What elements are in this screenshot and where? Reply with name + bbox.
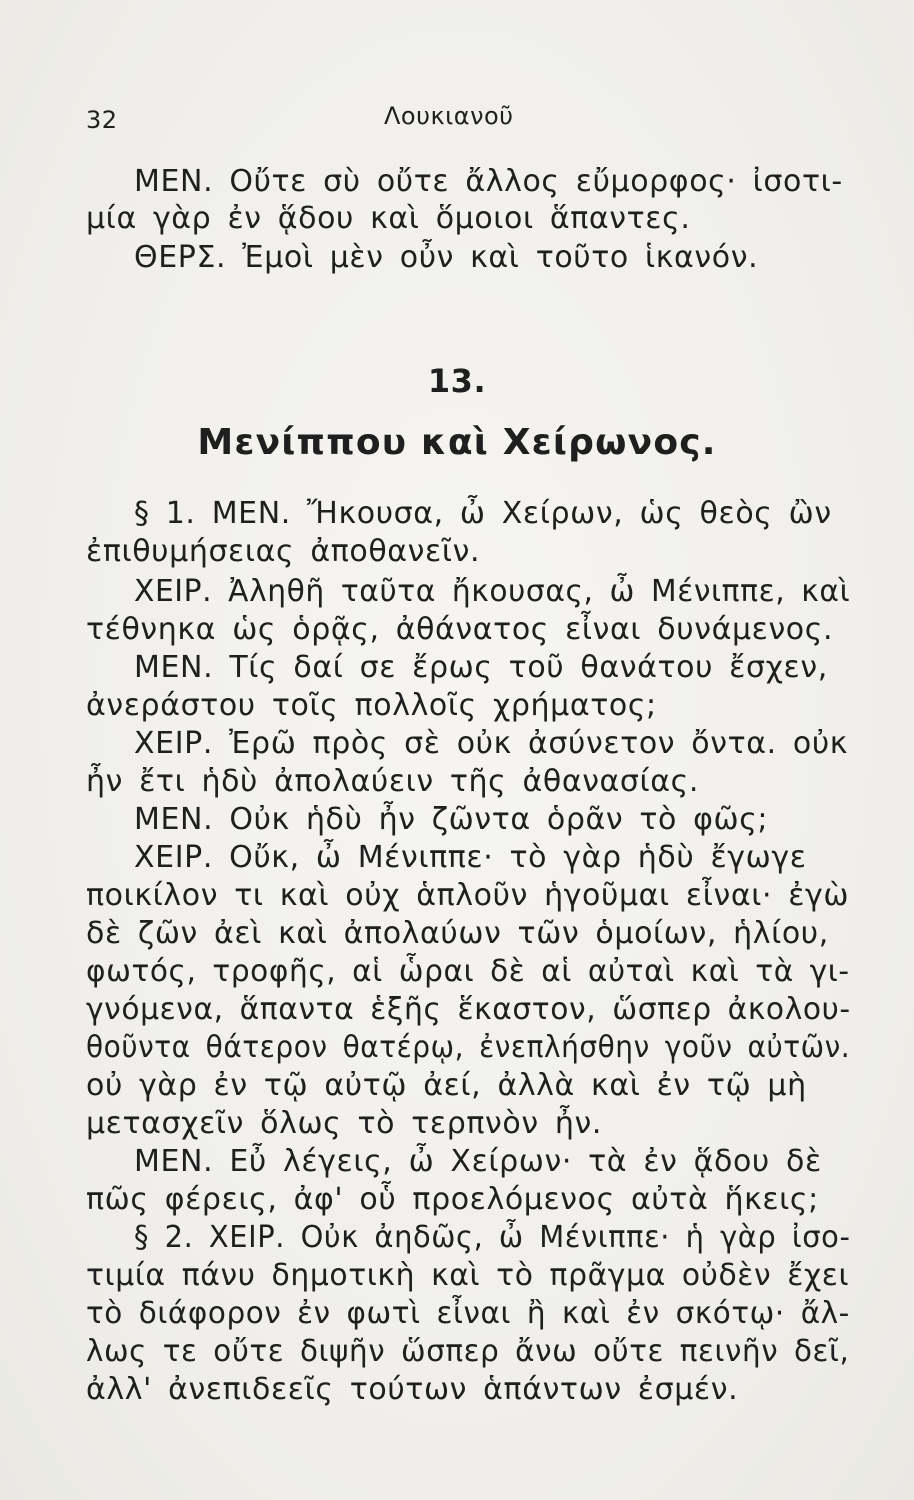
text-line: ΧΕΙΡ. Ἀληθῆ ταῦτα ἤκουσας, ὦ Μένιππε, καὶ <box>134 574 851 609</box>
text-line: λως τε οὔτε διψῆν ὥσπερ ἄνω οὔτε πεινῆν δεῖ, <box>86 1334 850 1369</box>
text-line: τιμία πάνυ δημοτικὴ καὶ τὸ πρᾶγμα οὐδὲν ἔχει <box>86 1258 850 1293</box>
text-line: ΧΕΙΡ. Ἐρῶ πρὸς σὲ οὐκ ἀσύνετον ὄντα. οὐκ <box>134 726 849 761</box>
page-header <box>86 100 826 140</box>
text-line: φωτός, τροφῆς, αἱ ὧραι δὲ αἱ αὐταὶ καὶ τὰ γι- <box>86 954 850 989</box>
text-line: ΜΕΝ. Οὐκ ἡδὺ ἦν ζῶντα ὁρᾶν τὸ φῶς; <box>134 802 769 837</box>
text-line: ΜΕΝ. Εὖ λέγεις, ὦ Χείρων· τὰ ἐν ᾅδου δὲ <box>134 1144 822 1179</box>
page-number: 32 <box>86 106 118 134</box>
text-line: ΜΕΝ. Τίς δαί σε ἔρως τοῦ θανάτου ἔσχεν, <box>134 650 828 685</box>
text-line: ΜΕΝ. Οὔτε σὺ οὔτε ἄλλος εὔμορφος· ἰσοτι- <box>134 164 843 199</box>
text-line: οὐ γὰρ ἐν τῷ αὐτῷ ἀεί, ἀλλὰ καὶ ἐν τῷ μὴ <box>86 1068 807 1103</box>
text-line: μία γὰρ ἐν ᾅδου καὶ ὅμοιοι ἅπαντες. <box>86 201 691 236</box>
running-head: Λουκιανοῦ <box>384 102 514 130</box>
text-line: γνόμενα, ἅπαντα ἑξῆς ἕκαστον, ὥσπερ ἀκολου- <box>86 992 851 1027</box>
text-line: ἀνεράστου τοῖς πολλοῖς χρήματος; <box>86 688 657 723</box>
text-line: ΧΕΙΡ. Οὔκ, ὦ Μένιππε· τὸ γὰρ ἡδὺ ἔγωγε <box>134 840 807 875</box>
section-title: Μενίππου καὶ Χείρωνος. <box>197 422 717 463</box>
text-line: § 2. ΧΕΙΡ. Οὐκ ἀηδῶς, ὦ Μένιππε· ἡ γὰρ ἰσο- <box>134 1220 851 1255</box>
text-line: δὲ ζῶν ἀεὶ καὶ ἀπολαύων τῶν ὁμοίων, ἡλίου, <box>86 916 829 951</box>
text-line: ἐπιθυμήσειας ἀποθανεῖν. <box>86 534 481 569</box>
text-line: ποικίλον τι καὶ οὐχ ἁπλοῦν ἡγοῦμαι εἶναι· ἐγὼ <box>86 878 850 913</box>
text-line: τὸ διάφορον ἐν φωτὶ εἶναι ἢ καὶ ἐν σκότῳ· ἄλ- <box>86 1296 850 1331</box>
text-line: μετασχεῖν ὅλως τὸ τερπνὸν ἦν. <box>86 1106 602 1141</box>
text-line: § 1. ΜΕΝ. Ἤκουσα, ὦ Χείρων, ὡς θεὸς ὢν <box>134 496 832 531</box>
text-line: ἀλλ' ἀνεπιδεεῖς τούτων ἁπάντων ἐσμέν. <box>86 1372 739 1407</box>
text-line: πῶς φέρεις, ἀφ' οὗ προελόμενος αὐτὰ ἥκεις; <box>86 1182 819 1217</box>
text-line: θοῦντα θάτερον θατέρῳ, ἐνεπλήσθην γοῦν αὐτῶν. <box>86 1030 851 1065</box>
text-line: τέθνηκα ὡς ὁρᾷς, ἀθάνατος εἶναι δυνάμενος. <box>86 612 834 647</box>
section-number: 13. <box>427 362 487 400</box>
text-line: ἦν ἔτι ἡδὺ ἀπολαύειν τῆς ἀθανασίας. <box>86 764 700 799</box>
text-line: ΘΕΡΣ. Ἐμοὶ μὲν οὖν καὶ τοῦτο ἱκανόν. <box>134 240 759 275</box>
